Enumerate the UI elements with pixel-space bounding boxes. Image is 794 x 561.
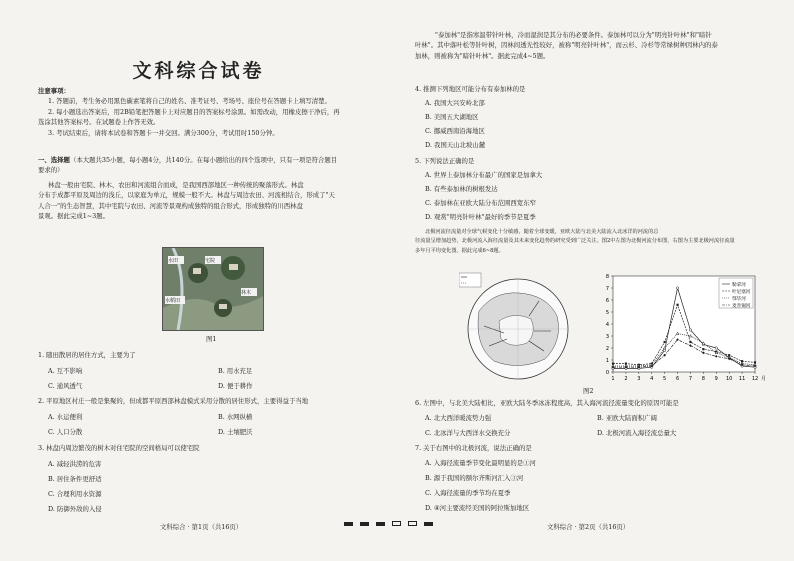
- y-tick-label: 6: [605, 298, 609, 304]
- y-tick-label: 0: [605, 370, 609, 376]
- q3-option-d[interactable]: D. 防御外敌的入侵: [48, 505, 102, 513]
- question-2: 2. 平原地区村庄一般是集聚的，但成都平原西部林盘模式采用分散的居住形式，主要得益于当地: [38, 397, 309, 405]
- passage-line: 人合一"的生态智慧，其中宅院与农田、河流等景观构成独特的组合形式，形成独特的川西林盘: [38, 201, 303, 210]
- x-tick-label: 7: [688, 376, 693, 382]
- x-tick-label: 8: [701, 376, 705, 382]
- q6-option-b[interactable]: B. 亚欧大陆面积广阔: [597, 414, 657, 422]
- passage-line: 分布于成都平原及周边的浅丘，以家庭为单元，规模一般不大。林盘与周边农田、河流相结合，形成了"天: [38, 191, 335, 200]
- q7-option-a[interactable]: A. 入海径流量季节变化最明显的是①河: [425, 459, 536, 467]
- y-tick-label: 3: [605, 334, 609, 340]
- y-tick-label: 7: [605, 286, 609, 292]
- passage-line: 加林，则被称为"暗针叶林"。据此完成4~5题。: [415, 51, 550, 60]
- q2-option-d[interactable]: D. 土壤肥沃: [218, 428, 253, 436]
- x-tick-label: 9: [714, 376, 718, 382]
- left-footer: 文科综合 · 第1页（共16页）: [160, 523, 243, 531]
- legend-label: 叶尼塞河: [732, 289, 751, 295]
- section-desc-2: 要求的）: [38, 166, 64, 175]
- fig1-label: 宅院: [205, 258, 216, 264]
- section-header: [38, 155, 378, 176]
- q5-option-a[interactable]: A. 世界上泰加林分布最广的国家是加拿大: [425, 171, 543, 179]
- data-point: [702, 348, 704, 350]
- data-point: [715, 347, 717, 349]
- question-4: 4. 推测下列地区可能分布有泰加林的是: [415, 85, 526, 93]
- data-point: [689, 341, 691, 343]
- q4-option-c[interactable]: C. 挪威西南沿海地区: [425, 127, 485, 135]
- notice-item: 2. 每小题选出答案后，用2B铅笔把答题卡上对应题目的答案标号涂黑。如需改动，用橡皮擦干净后，再: [48, 107, 340, 116]
- q7-option-c[interactable]: C. 入海径流量的季节均在夏季: [425, 489, 511, 497]
- figure-1-caption: 图1: [206, 335, 217, 343]
- passage-line: 叶林"。其中落叶松等针叶树，因林间透光性较好，被称"明亮针叶林"，而云杉、冷杉等常绿树种因林内的泰: [415, 41, 718, 50]
- y-tick-label: 5: [605, 310, 609, 316]
- q6-option-a[interactable]: A. 北大西洋暖流势力强: [425, 414, 492, 422]
- q7-option-d[interactable]: D. ④河主要流经美国的阿拉斯加地区: [425, 504, 530, 512]
- y-tick-label: 4: [605, 322, 609, 328]
- question-1: 1. 随田散居的居住方式，主要为了: [38, 351, 136, 359]
- x-tick-label: 4: [650, 376, 654, 382]
- data-point: [676, 304, 678, 306]
- passage-line: 径流量呈增加趋势，北极河流入海径流量及其未来变化趋势的研究受到广泛关注。图2中左图为北极河流分布图，右图为主要北极河流径流量: [415, 238, 735, 245]
- q4-option-a[interactable]: A. 我国大兴安岭北部: [425, 99, 485, 107]
- notice-title: 注意事项：: [38, 87, 70, 95]
- x-tick-label: 2: [624, 376, 628, 382]
- q2-option-b[interactable]: B. 水网纵横: [218, 413, 253, 421]
- y-tick-label: 2: [605, 346, 609, 352]
- x-tick-label: 6: [675, 376, 680, 382]
- passage-2: [415, 30, 770, 61]
- q2-option-c[interactable]: C. 人口分散: [48, 428, 83, 436]
- q1-option-b[interactable]: B. 用水充足: [218, 367, 253, 375]
- q4-option-b[interactable]: B. 美国五大湖地区: [425, 113, 479, 121]
- section-desc: （本大题共35小题，每小题4分，共140分。在每小题给出的四个选项中，只有一项是符合题目: [69, 156, 338, 164]
- q3-option-a[interactable]: A. 减轻洪涝的危害: [48, 460, 102, 468]
- passage-line: 多年月平均变化图。据此完成6~8题。: [415, 247, 504, 254]
- q4-option-d[interactable]: D. 我国天山北坡山麓: [425, 141, 486, 149]
- q1-option-d[interactable]: D. 便于耕作: [218, 382, 253, 390]
- x-tick-label: 10: [725, 376, 733, 382]
- question-7: 7. 关于右图中的北极河流，说法正确的是: [415, 444, 532, 452]
- exam-title: 文科综合试卷: [132, 60, 265, 82]
- passage-line: "泰加林"是指寒温带针叶林，冷而湿润是其分布的必要条件。泰加林可以分为"明亮针叶林"和"暗针: [435, 31, 712, 39]
- passage-3: [415, 228, 770, 256]
- q5-option-d[interactable]: D. 观赏"明亮针叶林"最好的季节是夏季: [425, 213, 536, 221]
- q2-option-a[interactable]: A. 水运便利: [48, 413, 83, 421]
- passage-line: 林盘一般由宅院、林木、农田和河流组合而成，是我国西部地区一种传统的聚落形式。林盘: [48, 181, 304, 189]
- fig1-label: 水田: [168, 258, 179, 264]
- passage-line: 景观。据此完成1~3题。: [38, 212, 110, 221]
- arctic-river-map: [459, 271, 577, 383]
- passage-1: [38, 180, 378, 222]
- x-tick-label: 5: [663, 376, 667, 382]
- x-tick-label: 11: [738, 376, 746, 382]
- q1-option-c[interactable]: C. 通风透气: [48, 382, 83, 390]
- runoff-chart: [589, 268, 767, 386]
- notice-item: 选涂其他答案标号。在试题卷上作答无效。: [38, 118, 160, 127]
- notice-item: 1. 答题前，考生务必用黑色碳素笔将自己的姓名、准考证号、考场号、座位号在答题卡上填写清楚。: [48, 97, 331, 106]
- section-title: 一、选择题: [38, 156, 70, 164]
- q7-option-b[interactable]: B. 源于我国的额尔齐斯河汇入③河: [425, 474, 524, 482]
- question-3: 3. 林盘内周边繁茂的树木对住宅院的空间格局可以使宅院: [38, 444, 200, 452]
- data-point: [676, 287, 678, 289]
- x-tick-label: 3: [637, 376, 641, 382]
- q6-option-c[interactable]: C. 北冰洋与大西洋水交换充分: [425, 429, 511, 437]
- data-point: [664, 341, 666, 343]
- legend-label: 麦肯锡河: [732, 303, 751, 309]
- question-6: 6. 左图中，与北美大陆相比，亚欧大陆冬季冰冻程度高，其入海河流径流量变化的原因可能是: [415, 399, 679, 407]
- fig1-label: 林木: [241, 290, 252, 296]
- q1-option-a[interactable]: A. 互不影响: [48, 367, 83, 375]
- passage-line: 北极河流径流量对全球气候变化十分敏感，随着全球变暖，亚欧大陆与北美大陆流入北冰洋的河流的总: [425, 229, 659, 235]
- legend-label: 勒拿河: [732, 282, 746, 288]
- x-axis-label: 月: [761, 376, 767, 382]
- data-point: [689, 329, 691, 331]
- q3-option-b[interactable]: B. 居住条件更舒适: [48, 475, 102, 483]
- x-tick-label: 12: [751, 376, 759, 382]
- y-tick-label: 1: [605, 358, 609, 364]
- notice-item: 3. 考试结束后，请将本试卷和答题卡一并交回。满分300分，考试用时150分钟。: [48, 128, 279, 137]
- fig1-label: 水稻田: [165, 298, 181, 304]
- q5-option-b[interactable]: B. 有些泰加林的树根发达: [425, 185, 498, 193]
- figure-2-caption: 图2: [583, 387, 594, 395]
- right-footer: 文科综合 · 第2页（共16页）: [547, 523, 630, 531]
- q3-option-c[interactable]: C. 合理利用水资源: [48, 490, 102, 498]
- right-page: [397, 0, 794, 561]
- x-tick-label: 1: [611, 376, 615, 382]
- chart-legend: [719, 278, 753, 309]
- q6-option-d[interactable]: D. 北极河流入海径流总量大: [597, 429, 677, 437]
- q5-option-c[interactable]: C. 泰加林在亚欧大陆分布范围西宽东窄: [425, 199, 536, 207]
- legend-label: 鄂毕河: [732, 296, 746, 302]
- y-tick-label: 8: [605, 274, 609, 280]
- notice-block: [38, 86, 378, 138]
- question-5: 5. 下列说法正确的是: [415, 157, 475, 165]
